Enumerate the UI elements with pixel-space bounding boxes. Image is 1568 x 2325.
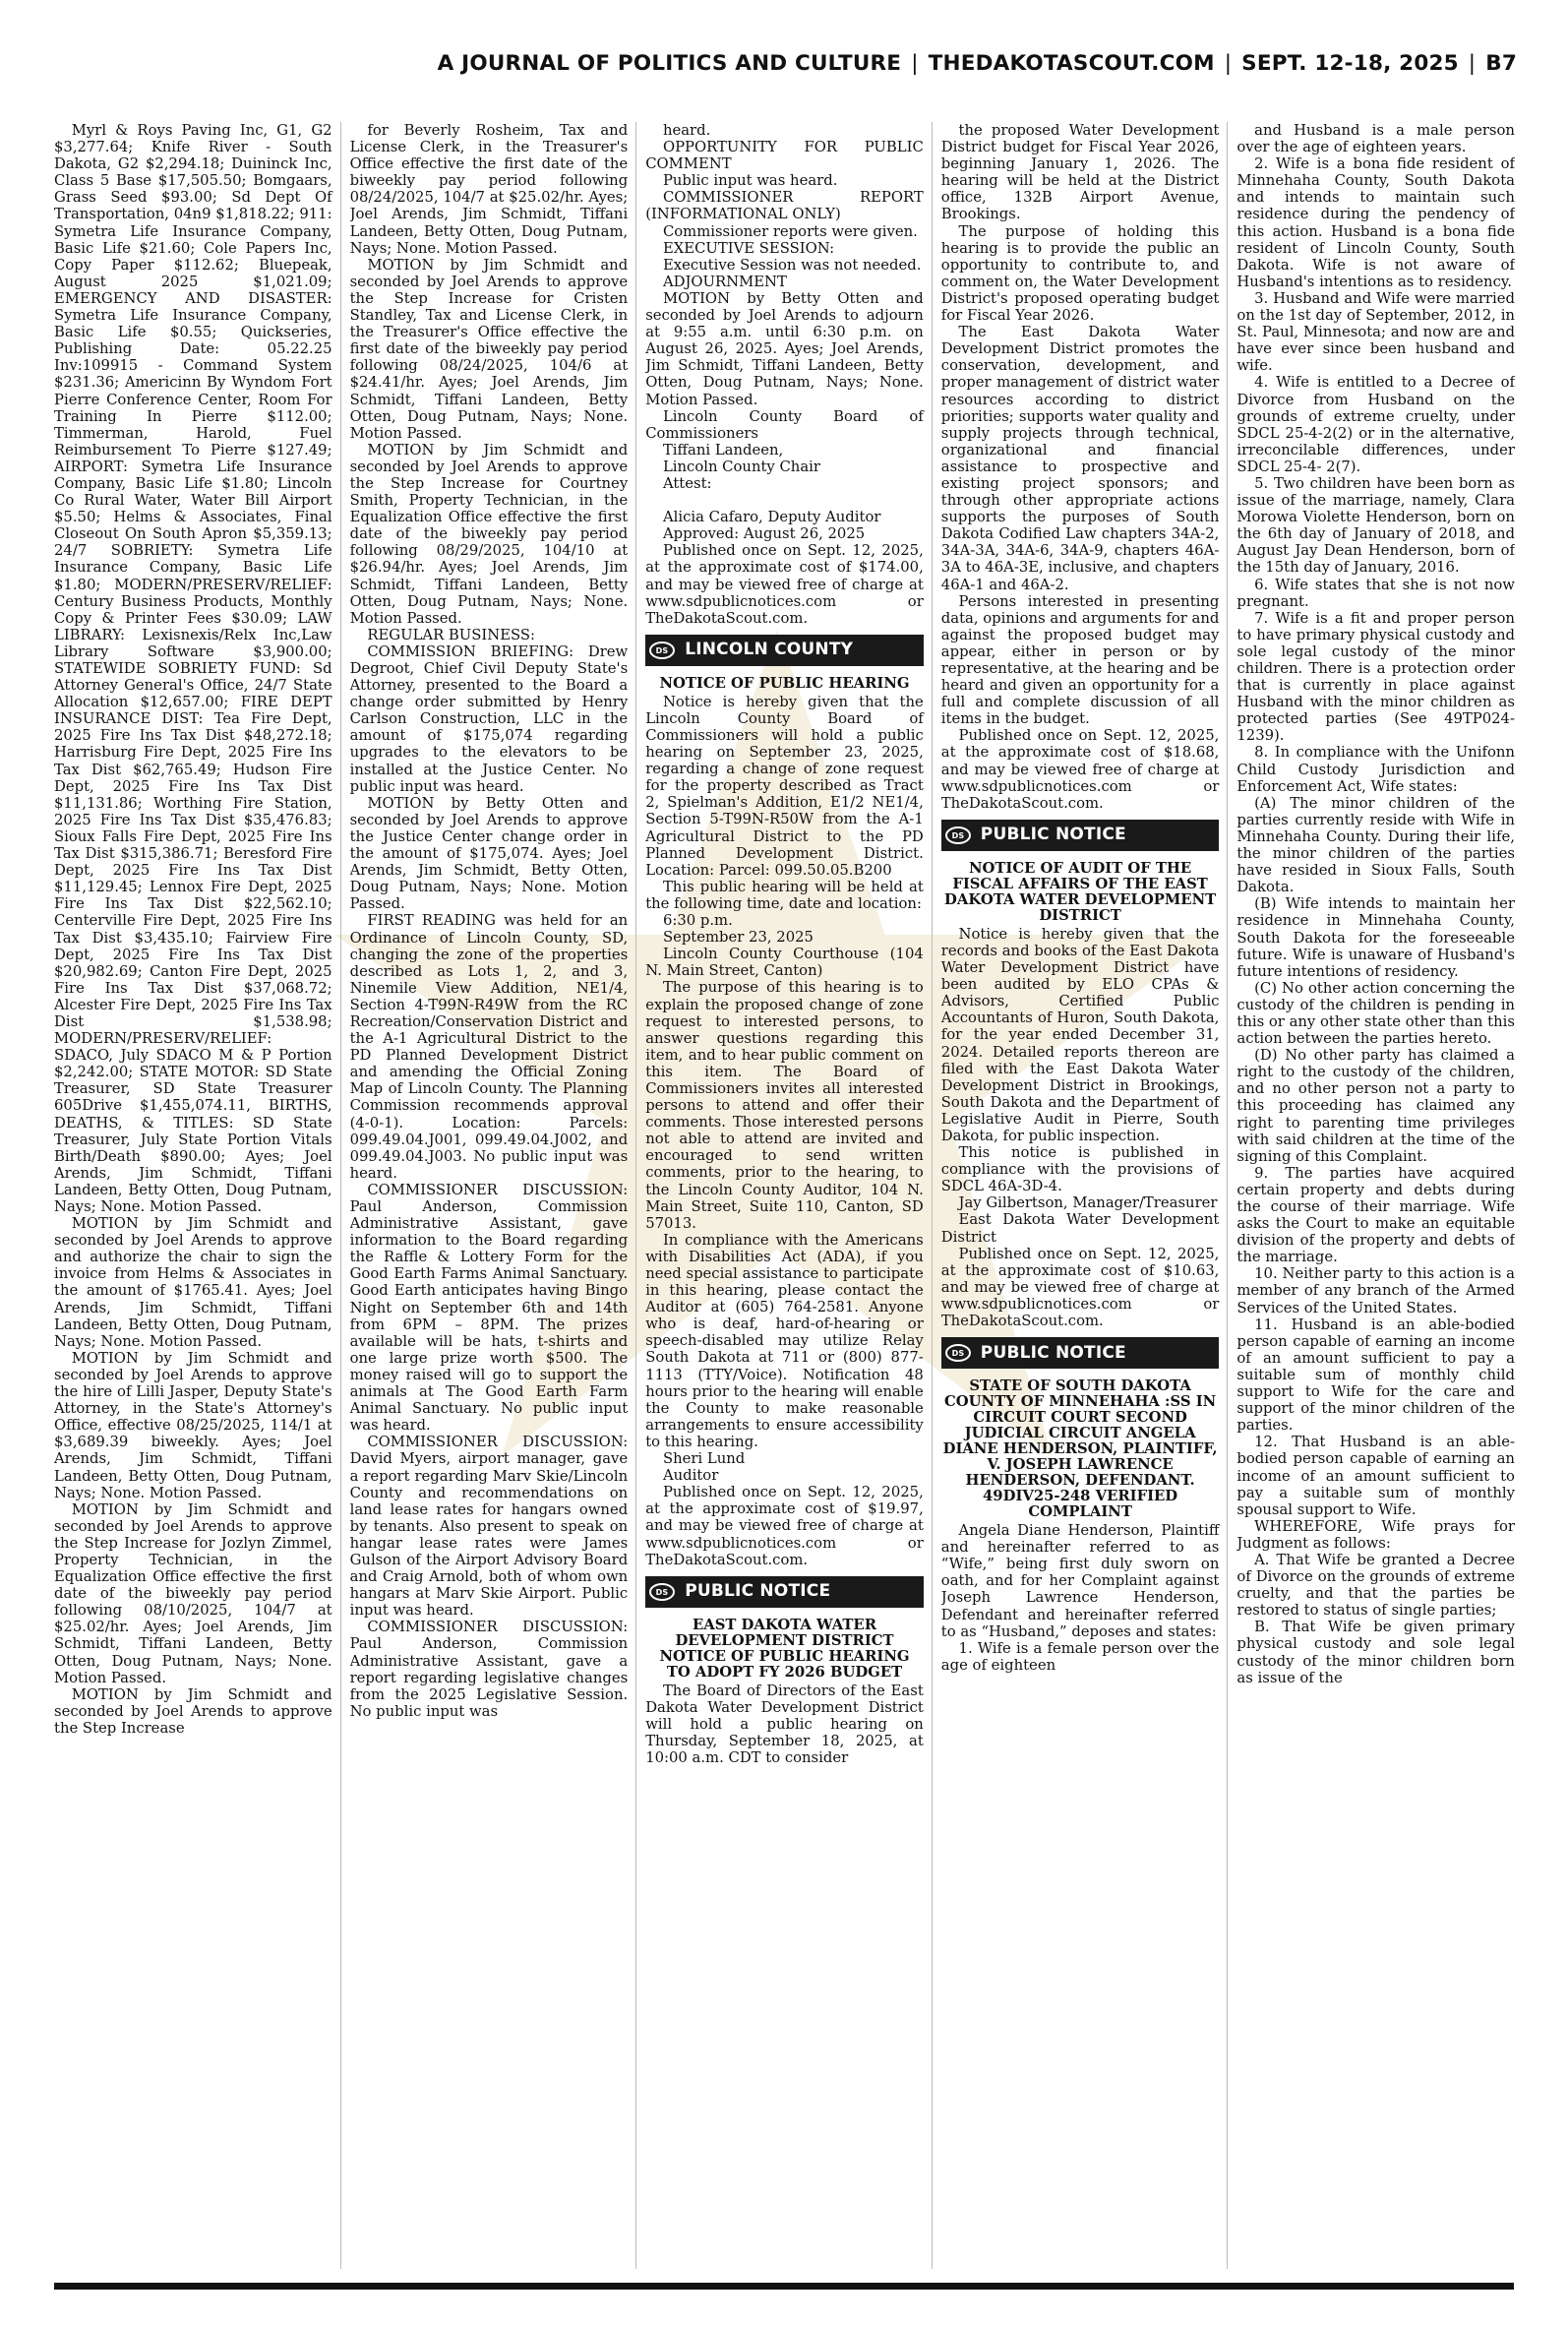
section-bar-public-notice: [941, 820, 1220, 851]
notice-paragraph: MOTION by Jim Schmidt and seconded by Joel Arends to approve the Step Increase: [54, 1685, 332, 1737]
notice-paragraph: 10. Neither party to this action is a member of any branch of the Armed Services of the United States.: [1236, 1265, 1515, 1316]
notice-paragraph: East Dakota Water Development District: [940, 1211, 1220, 1246]
notice-paragraph: EXECUTIVE SESSION:: [662, 239, 835, 257]
notice-paragraph: Alicia Cafaro, Deputy Auditor: [662, 509, 881, 526]
column-4: [941, 122, 1229, 2269]
notice-paragraph: COMMISSIONER DISCUSSION: David Myers, airport manager, gave a report regarding Marv Skie/Lincoln County and recommendations on land lease rates for hangars owned by tenants. Also present to speak on hangar lease rates were James Gulson of the Airport Advisory Board and Craig Arnold, both of whom own hangars at Marv Skie Airport. Public input was heard.: [349, 1434, 629, 1620]
notice-paragraph: REGULAR BUSINESS:: [367, 626, 536, 643]
notice-paragraph: Notice is hereby given that the records and books of the East Dakota Water Development District have been audited by ELO CPAs & Advisors, Certified Public Accountants of Huron, South Dakota, for the year ended December 31, 2024. Detailed reports thereon are filed with the East Dakota Water Development District in Brookings, South Dakota and the Department of Legislative Audit in Pierre, South Dakota, for public inspection.: [940, 925, 1220, 1144]
notice-paragraph: 6. Wife states that she is not now pregnant.: [1236, 576, 1515, 610]
notice-paragraph: (C) No other action concerning the custody of the children is pending in this or any other state other than this action between the parties hereto.: [1236, 979, 1515, 1048]
column-5: [1236, 122, 1515, 2269]
notice-paragraph: MOTION by Jim Schmidt and seconded by Joel Arends to approve the Step Increase for Courtney Smith, Property Technician, in the Equalization Office effective the first date of the biweekly pay period following 08/29/2025, 104/10 at $26.94/hr. Ayes; Joel Arends, Jim Schmidt, Tiffani Landeen, Betty Otten, Doug Putnam, Nays; None. Motion Passed.: [349, 441, 629, 627]
section-label: PUBLIC NOTICE: [980, 825, 1126, 845]
notice-paragraph: Lincoln County Board of Commissioners: [645, 407, 924, 442]
notice-paragraph: 1. Wife is a female person over the age of eighteen: [940, 1639, 1220, 1674]
notice-paragraph: COMMISSIONER REPORT (INFORMATIONAL ONLY): [645, 189, 924, 223]
notice-paragraph: The Board of Directors of the East Dakota Water Development District will hold a public hearing on Thursday, September 18, 2025, at 10:00 a.m. CDT to consider: [645, 1682, 924, 1767]
notice-paragraph: Commissioner reports were given.: [662, 222, 918, 240]
notice-paragraph: the proposed Water Development District budget for Fiscal Year 2026, beginning January 1, 2026. The hearing will be held at the District office, 132B Airport Avenue, Brookings.: [940, 122, 1220, 223]
notice-paragraph: Lincoln County Courthouse (104 N. Main Street, Canton): [645, 946, 924, 980]
page-header: [51, 51, 1517, 87]
notice-columns: [54, 122, 1515, 2269]
notice-paragraph: This notice is published in compliance with the provisions of SDCL 46A-3D-4.: [940, 1144, 1220, 1195]
notice-paragraph: September 23, 2025: [662, 929, 814, 947]
notice-paragraph: OPPORTUNITY FOR PUBLIC COMMENT: [645, 139, 924, 173]
notice-paragraph: Jay Gilbertson, Manager/Treasurer: [958, 1194, 1218, 1212]
notice-paragraph: 4. Wife is entitled to a Decree of Divorce from Husband on the grounds of extreme cruelty, under SDCL 25-4-2(2) or in the alternative, irreconcilable differences, under SDCL 25-4- 2(7).: [1236, 374, 1515, 475]
notice-paragraph: MOTION by Betty Otten and seconded by Joel Arends to adjourn at 9:55 a.m. until 6:30 p.m. on August 26, 2025. Ayes; Joel Arends, Jim Schmidt, Tiffani Landeen, Betty Otten, Doug Putnam, Nays; None. Motion Passed.: [645, 289, 924, 408]
notice-paragraph: The purpose of this hearing is to explain the proposed change of zone request to interested persons, to answer questions regarding this item, and to hear public comment on this item. The Board of Commissioners invites all interested persons to attend and offer their comments. Those interested persons not able to attend are invited and encouraged to send written comments, prior to the hearing, to the Lincoln County Auditor, 104 N. Main Street, Suite 110, Canton, SD 57013.: [645, 979, 924, 1232]
notice-paragraph: (B) Wife intends to maintain her residence in Minnehaha County, South Dakota for the foreseeable future. Wife is unaware of Husband's future intentions of residency.: [1236, 895, 1515, 980]
notice-paragraph: Sheri Lund: [662, 1450, 746, 1468]
notice-paragraph: Published once on Sept. 12, 2025, at the approximate cost of $10.63, and may be viewed free of charge at www.sdpublicnotices.com or TheDakotaScout.com.: [940, 1245, 1220, 1329]
svg-text:DS: DS: [951, 830, 965, 840]
notice-paragraph: The East Dakota Water Development District promotes the conservation, development, and proper management of district water resources according to district priorities; supports water quality and supply projects through technical, organizational and financial assistance to prospective and existing project sponsors; and through other appropriate actions supports the purposes of South Dakota Codified Law chapters 34A-2, 34A-3A, 34A-6, 34A-9, chapters 46A-3A to 46A-3E, inclusive, and chapters 46A-1 and 46A-2.: [940, 324, 1220, 593]
column-1: [54, 122, 341, 2269]
notice-paragraph: MOTION by Jim Schmidt and seconded by Joel Arends to approve the Step Increase for Cristen Standley, Tax and License Clerk, in the Treasurer's Office effective the first date of the biweekly pay period following 08/24/2025, 104/6 at $24.41/hr. Ayes; Joel Arends, Jim Schmidt, Tiffani Landeen, Betty Otten, Doug Putnam, Nays; None. Motion Passed.: [349, 256, 629, 442]
notice-paragraph: heard.: [662, 122, 711, 139]
svg-text:DS: DS: [655, 645, 669, 655]
notice-paragraph: COMMISSION BRIEFING: Drew Degroot, Chief Civil Deputy State's Attorney, presented to the Board a change order submitted by Henry Carlson Construction, LLC in the amount of $175,074 regarding upgrades to the elevators to be installed at the Justice Center. No public input was heard.: [349, 642, 629, 795]
notice-paragraph: and Husband is a male person over the age of eighteen years.: [1236, 122, 1515, 156]
notice-paragraph: 6:30 p.m.: [662, 912, 733, 930]
notice-paragraph: (D) No other party has claimed a right to the custody of the children, and no other person not a party to this proceeding has claimed any right to parenting time privileges with said children at the time of the signing of this Complaint.: [1236, 1047, 1515, 1165]
page-number: B7: [1485, 51, 1517, 76]
notice-paragraph: In compliance with the Americans with Disabilities Act (ADA), if you need special assistance to participate in this hearing, please contact the Auditor at (605) 764-2581. Anyone who is deaf, hard-of-hearing or speech-disabled may utilize Relay South Dakota at 711 or (800) 877-1113 (TTY/Voice). Notification 48 hours prior to the hearing will enable the County to make reasonable arrangements to ensure accessibility to this hearing.: [645, 1231, 924, 1450]
scout-logo-icon: [645, 635, 679, 666]
bottom-rule: [54, 2283, 1514, 2290]
notice-paragraph: 2. Wife is a bona fide resident of Minnehaha County, South Dakota and intends to maintain such residence during the pendency of this action. Husband is a bona fide resident of Lincoln County, South Dakota. Wife is not aware of Husband's intentions as to residency.: [1236, 155, 1515, 290]
notice-paragraph: MOTION by Betty Otten and seconded by Joel Arends to approve the Justice Center change order in the amount of $175,074. Ayes; Joel Arends, Jim Schmidt, Betty Otten, Doug Putnam, Nays; None. Motion Passed.: [349, 794, 629, 913]
notice-paragraph: This public hearing will be held at the following time, date and location:: [645, 878, 924, 912]
notice-heading: NOTICE OF PUBLIC HEARING: [659, 674, 910, 692]
notice-heading: NOTICE OF AUDIT OF THE FISCAL AFFAIRS OF THE EAST DAKOTA WATER DEVELOPMENT DISTRICT: [944, 859, 1217, 924]
scout-logo-icon: [941, 1337, 975, 1369]
notice-paragraph: Public input was heard.: [662, 172, 838, 190]
scout-logo-icon: [645, 1576, 679, 1608]
header-divider: |: [1468, 51, 1477, 76]
svg-text:DS: DS: [951, 1349, 965, 1359]
header-divider: |: [1224, 51, 1233, 76]
section-bar-lincoln-county: [645, 635, 924, 666]
section-bar-public-notice: [645, 1576, 924, 1608]
column-2: [350, 122, 637, 2269]
notice-paragraph: 5. Two children have been born as issue of the marriage, namely, Clara Morowa Violette Henderson, born on the 6th day of January of 2018, and August Jay Dean Henderson, born of the 15th day of January, 2016.: [1236, 474, 1515, 577]
notice-paragraph: 8. In compliance with the Unifonn Child Custody Jurisdiction and Enforcement Act, Wife states:: [1236, 744, 1515, 795]
notice-paragraph: FIRST READING was held for an Ordinance of Lincoln County, SD, changing the zone of the properties described as Lots 1, 2, and 3, Ninemile View Addition, NE1/4, Section 4-T99N-R49W from the RC Recreation/Conservation District and the A-1 Agricultural District to the PD Planned Development District and amending the Official Zoning Map of Lincoln County. The Planning Commission recommends approval (4-0-1). Location: Parcels: 099.49.04.J001, 099.49.04.J002, and 099.49.04.J003. No public input was heard.: [349, 912, 629, 1182]
notice-paragraph: Published once on Sept. 12, 2025, at the approximate cost of $174.00, and may be viewed free of charge at www.sdpublicnotices.com or TheDakotaScout.com.: [645, 542, 924, 627]
notice-paragraph: Persons interested in presenting data, opinions and arguments for and against the proposed budget may appear, either in person or by representative, at the hearing and be heard and given an opportunity for a full and complete discussion of all items in the budget.: [940, 592, 1220, 728]
notice-paragraph: Attest:: [662, 474, 712, 492]
notice-paragraph: MOTION by Jim Schmidt and seconded by Joel Arends to approve the Step Increase for Jozlyn Zimmel, Property Technician, in the Equalization Office effective the first date of the biweekly pay period following 08/10/2025, 104/7 at $25.02/hr. Ayes; Joel Arends, Jim Schmidt, Tiffani Landeen, Betty Otten, Doug Putnam, Nays; None. Motion Passed.: [54, 1500, 332, 1686]
notice-paragraph: 3. Husband and Wife were married on the 1st day of September, 2012, in St. Paul, Minnesota; and now are and have ever since been husband and wife.: [1236, 289, 1515, 375]
notice-paragraph: Approved: August 26, 2025: [662, 525, 866, 543]
notice-paragraph: WHEREFORE, Wife prays for Judgment as follows:: [1236, 1517, 1515, 1552]
notice-paragraph: Myrl & Roys Paving Inc, G1, G2 $3,277.64; Knife River - South Dakota, G2 $2,294.18; Duininck Inc, Class 5 Base $17,505.50; Bomgaars, Grass Seed $93.00; Sd Dept Of Transportation, 04n9 $1,818.22; 911: Symetra Life Insurance Company, Basic Life $21.60; Cole Papers Inc, Copy Paper $112.62; Bluepeak, August 2025 $1,021.09; EMERGENCY AND DISASTER: Symetra Life Insurance Company, Basic Life $0.55; Quickseries, Publishing Date: 05.22.25 Inv:109915 - Command System $231.36; Americinn By Wyndom Fort Pierre Conference Center, Room For Training In Pierre $112.00; Timmerman, Harold, Fuel Reimbursement To Pierre $127.49; AIRPORT: Symetra Life Insurance Company, Basic Life $1.80; Lincoln Co Rural Water, Water Bill Airport $5.50; Helms & Associates, Final Closeout On South Apron $5,359.13; 24/7 SOBRIETY: Symetra Life Insurance Company, Basic Life $1.80; MODERN/PRESERV/RELIEF: Century Business Products, Monthly Copy & Printer Fees $30.09; LAW LIBRARY: Lexisnexis/Relx Inc,Law Library Software $3,900.00; STATEWIDE SOBRIETY FUND: Sd Attorney General's Office, 24/7 State Allocation $12,657.00; FIRE DEPT INSURANCE DIST: Tea Fire Dept, 2025 Fire Ins Tax Dist $48,272.18; Harrisburg Fire Dept, 2025 Fire Ins Tax Dist $62,765.49; Hudson Fire Dept, 2025 Fire Ins Tax Dist $11,131.86; Worthing Fire Station, 2025 Fire Ins Tax Dist $35,476.83; Sioux Falls Fire Dept, 2025 Fire Ins Tax Dist $315,386.71; Beresford Fire Dept, 2025 Fire Ins Tax Dist $11,129.45; Lennox Fire Dept, 2025 Fire Ins Tax Dist $22,562.10; Centerville Fire Dept, 2025 Fire Ins Tax Dist $3,435.10; Fairview Fire Dept, 2025 Fire Ins Tax Dist $20,982.69; Canton Fire Dept, 2025 Fire Ins Tax Dist $37,068.72; Alcester Fire Dept, 2025 Fire Ins Tax Dist $1,538.98; MODERN/PRESERV/RELIEF: SDACO, July SDACO M & P Portion $2,242.00; STATE MOTOR: SD State Treasurer, SD State Treasurer 605Drive $1,455,074.11, BIRTHS, DEATHS, & TITLES: SD State Treasurer, July State Portion Vitals Birth/Death $890.00; Ayes; Joel Arends, Jim Schmidt, Tiffani Landeen, Betty Otten, Doug Putnam, Nays; None. Motion Passed.: [54, 122, 332, 1215]
section-label: LINCOLN COUNTY: [685, 640, 854, 660]
notice-paragraph: COMMISSIONER DISCUSSION: Paul Anderson, Commission Administrative Assistant, gave a report regarding legislative changes from the 2025 Legislative Session. No public input was: [349, 1619, 629, 1720]
notice-paragraph: for Beverly Rosheim, Tax and License Clerk, in the Treasurer's Office effective the first date of the biweekly pay period following 08/24/2025, 104/7 at $25.02/hr. Ayes; Joel Arends, Jim Schmidt, Tiffani Landeen, Betty Otten, Doug Putnam, Nays; None. Motion Passed.: [349, 122, 629, 257]
notice-paragraph: Auditor: [662, 1467, 719, 1485]
notice-paragraph: Published once on Sept. 12, 2025, at the approximate cost of $19.97, and may be viewed free of charge at www.sdpublicnotices.com or TheDakotaScout.com.: [645, 1484, 924, 1568]
notice-paragraph: A. That Wife be granted a Decree of Divorce on the grounds of extreme cruelty, and that the parties be restored to status of single parties;: [1236, 1551, 1515, 1620]
issue-date: SEPT. 12-18, 2025: [1241, 51, 1459, 76]
journal-tagline: A JOURNAL OF POLITICS AND CULTURE: [437, 51, 902, 76]
section-bar-public-notice: [941, 1337, 1220, 1369]
notice-paragraph: Lincoln County Chair: [662, 458, 820, 475]
notice-paragraph: MOTION by Jim Schmidt and seconded by Joel Arends to approve the hire of Lilli Jasper, Deputy State's Attorney, in the State's Attorney's Office, effective 08/25/2025, 114/1 at $3,689.39 biweekly. Ayes; Joel Arends, Jim Schmidt, Tiffani Landeen, Betty Otten, Doug Putnam, Nays; None. Motion Passed.: [54, 1349, 332, 1501]
notice-paragraph: Angela Diane Henderson, Plaintiff and hereinafter referred to as “Wife,” being first duly sworn on oath, and for her Complaint against Joseph Lawrence Henderson, Defendant and hereinafter referred to as “Husband,” deposes and states:: [940, 1522, 1220, 1640]
notice-paragraph: Notice is hereby given that the Lincoln County Board of Commissioners will hold a public hearing on September 23, 2025, regarding a change of zone request for the property described as Tract 2, Spielman's Addition, E1/2 NE1/4, Section 5-T99N-R50W from the A-1 Agricultural District to the PD Planned Development District. Location: Parcel: 099.50.05.B200: [645, 693, 924, 879]
notice-paragraph: ADJOURNMENT: [662, 273, 787, 290]
notice-heading: EAST DAKOTA WATER DEVELOPMENT DISTRICT NOTICE OF PUBLIC HEARING TO ADOPT FY 2026 BUDGET: [659, 1616, 910, 1681]
column-3: [645, 122, 933, 2269]
notice-paragraph: COMMISSIONER DISCUSSION: Paul Anderson, Commission Administrative Assistant, gave information to the Board regarding the Raffle & Lottery Form for the Good Earth Farms Animal Sanctuary. Good Earth anticipates having Bingo Night on September 6th and 14th from 6PM – 8PM. The prizes available will be hats, t-shirts and one large prize worth $500. The money raised will go to support the animals at The Good Earth Farm Animal Sanctuary. No public input was heard.: [349, 1181, 629, 1435]
section-label: PUBLIC NOTICE: [685, 1581, 831, 1602]
notice-paragraph: (A) The minor children of the parties currently reside with Wife in Minnehaha County. During their life, the minor children of the parties have resided in Sioux Falls, South Dakota.: [1236, 794, 1515, 896]
notice-heading: STATE OF SOUTH DAKOTA COUNTY OF MINNEHAHA :SS IN CIRCUIT COURT SECOND JUDICIAL CIRCUIT ANGELA DIANE HENDERSON, PLAINTIFF, V. JOSEPH LAWRENCE HENDERSON, DEFENDANT. 49DIV25-248 VERIFIED COMPLAINT: [942, 1377, 1218, 1521]
svg-text:DS: DS: [655, 1587, 669, 1597]
notice-paragraph: MOTION by Jim Schmidt and seconded by Joel Arends to approve and authorize the chair to sign the invoice from Helms & Associates in the amount of $1765.41. Ayes; Joel Arends, Jim Schmidt, Tiffani Landeen, Betty Otten, Doug Putnam, Nays; None. Motion Passed.: [54, 1215, 332, 1350]
header-divider: |: [911, 51, 919, 76]
notice-paragraph: Published once on Sept. 12, 2025, at the approximate cost of $18.68, and may be viewed free of charge at www.sdpublicnotices.com or TheDakotaScout.com.: [940, 727, 1220, 812]
scout-logo-icon: [941, 820, 975, 851]
notice-paragraph: Tiffani Landeen,: [662, 441, 784, 459]
notice-paragraph: Executive Session was not needed.: [662, 256, 922, 274]
notice-paragraph: 11. Husband is an able-bodied person capable of earning an income of an amount sufficient to pay a suitable sum of monthly child support to Wife for the care and support of the minor children of the parties.: [1236, 1315, 1515, 1435]
notice-paragraph: [645, 492, 924, 509]
notice-paragraph: 7. Wife is a fit and proper person to have primary physical custody and sole legal custody of the minor children. There is a protection order that is currently in place against Husband with the minor children as protected parties (See 49TP024-1239).: [1236, 609, 1515, 745]
notice-paragraph: B. That Wife be given primary physical custody and sole legal custody of the minor children born as issue of the: [1236, 1619, 1515, 1686]
notice-paragraph: The purpose of holding this hearing is to provide the public an opportunity to contribute to, and comment on, the Water Development District's proposed operating budget for Fiscal Year 2026.: [940, 222, 1220, 325]
site-name: THEDAKOTASCOUT.COM: [928, 51, 1215, 76]
notice-paragraph: 9. The parties have acquired certain property and debts during the course of their marriage. Wife asks the Court to make an equitable division of the property and debts of the marriage.: [1236, 1164, 1515, 1266]
section-label: PUBLIC NOTICE: [980, 1342, 1126, 1363]
notice-paragraph: 12. That Husband is an able-bodied person capable of earning an income of an amount sufficient to pay a suitable sum of monthly spousal support to Wife.: [1236, 1434, 1515, 1518]
